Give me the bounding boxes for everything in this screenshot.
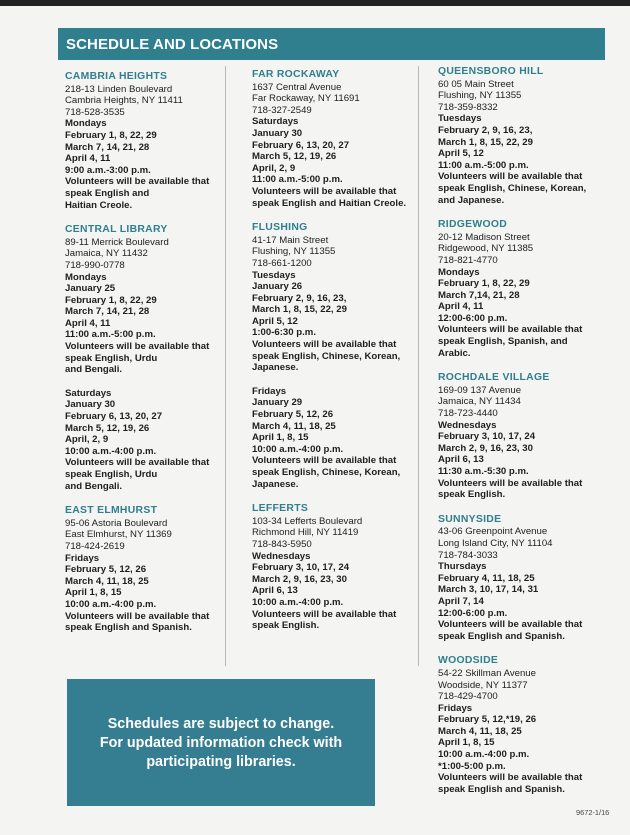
schedule-line: April 6, 13 [438,454,484,466]
schedule-line: and Japanese. [438,194,505,206]
schedule-line: February 6, 13, 20, 27 [65,411,163,423]
schedule-line: Saturdays [252,116,299,128]
schedule-line: March 2, 9, 16, 23, 30 [252,573,347,585]
address-line: 41-17 Main Street [252,234,329,246]
address-line: 718-359-8332 [438,101,498,113]
address-line: 718-821-4770 [438,254,498,266]
schedule-line: Fridays [65,552,100,564]
schedule-line: January 29 [252,397,303,409]
schedule-line: speak English and Spanish. [438,630,565,642]
schedule-line: April 1, 8, 15 [65,587,122,599]
schedule-line: 10:00 a.m.-4:00 p.m. [65,445,157,457]
address-line: Woodside, NY 11377 [438,679,528,691]
location-name: CENTRAL LIBRARY [65,224,168,236]
schedule-line: February 5, 12, 26 [65,564,147,576]
schedule-line: April, 2, 9 [65,434,109,446]
schedule-line: Haitian Creole. [65,199,133,211]
schedule-line: speak English and [65,187,150,199]
schedule-column-3 [438,66,598,808]
section-header [58,28,605,60]
schedule-line: Volunteers will be available that [65,176,210,188]
schedule-line: speak English and Haitian Creole. [252,197,407,209]
schedule-line: 12:00-6:00 p.m. [438,312,508,324]
location-name: QUEENSBORO HILL [438,66,544,77]
schedule-line: Japanese. [252,362,299,374]
schedule-line: April 1, 8, 15 [252,432,309,444]
schedule-line: Wednesdays [438,419,497,431]
schedule-line: March 1, 8, 15, 22, 29 [438,136,533,148]
address-line: Jamaica, NY 11434 [438,396,521,408]
schedule-line: March 1, 8, 15, 22, 29 [252,304,347,316]
schedule-line: Volunteers will be available that [65,341,210,353]
schedule-line: 12:00-6:00 p.m. [438,607,508,619]
address-line: Flushing, NY 11355 [252,246,336,258]
schedule-line: March 7, 14, 21, 28 [65,306,150,318]
schedule-line: April 4, 11 [438,301,484,313]
notice-line: participating libraries. [146,754,296,770]
schedule-line: speak English, Chinese, Korean, [252,467,401,478]
schedule-line: 10:00 a.m.-4:00 p.m. [252,596,344,608]
schedule-line: 9:00 a.m.-3:00 p.m. [65,164,151,176]
schedule-line: Wednesdays [252,550,311,562]
location-name: FAR ROCKAWAY [252,69,340,80]
address-line: Ridgewood, NY 11385 [438,243,534,255]
schedule-line: Volunteers will be available that [252,455,397,467]
schedule-line: speak English, Urdu [65,469,158,480]
location-name: CAMBRIA HEIGHTS [65,71,168,82]
address-line: 103-34 Lefferts Boulevard [252,515,363,527]
schedule-line: *1:00-5:00 p.m. [438,760,506,772]
schedule-line: Saturdays [65,387,112,399]
address-line: 718-528-3535 [65,106,125,118]
location-name: FLUSHING [252,222,308,234]
address-line: 718-661-1200 [252,257,312,269]
schedule-line: February 4, 11, 18, 25 [438,572,535,584]
address-line: 20-12 Madison Street [438,231,530,243]
location-name: EAST ELMHURST [65,505,158,517]
schedule-line: Volunteers will be available that [438,619,583,631]
schedule-line: speak English and Spanish. [438,783,565,795]
schedule-line: January 26 [252,281,303,293]
schedule-line: Fridays [438,702,473,714]
address-line: 43-06 Greenpoint Avenue [438,526,548,538]
schedule-line: January 30 [65,399,116,411]
schedule-line: Volunteers will be available that [438,772,583,784]
location-far-rockaway [252,69,407,209]
schedule-spacer [65,376,215,388]
schedule-line: 10:00 a.m.-4:00 p.m. [252,443,344,455]
schedule-line: February 5, 12, 26 [252,409,334,421]
address-line: 60 05 Main Street [438,78,514,90]
notice-line: For updated information check with [99,735,343,751]
schedule-line: Tuesdays [438,113,482,125]
schedule-line: February 2, 9, 16, 23, [252,292,347,304]
location-cambria-heights [65,71,215,211]
schedule-line: Thursdays [438,561,487,573]
schedule-line: February 3, 10, 17, 24 [438,431,536,443]
column-divider [225,66,226,666]
section-title: SCHEDULE AND LOCATIONS [66,36,279,53]
schedule-notice [67,679,375,806]
address-line: 169-09 137 Avenue [438,384,522,396]
address-line: Far Rockaway, NY 11691 [252,93,360,105]
schedule-line: February 5, 12,*19, 26 [438,714,537,726]
schedule-line: Mondays [65,271,107,283]
address-line: Richmond Hill, NY 11419 [252,527,359,539]
schedule-line: April 6, 13 [252,585,298,597]
schedule-line: April 4, 11 [65,317,111,329]
schedule-line: and Bengali. [65,480,123,492]
schedule-line: speak English, Chinese, Korean, [252,350,401,362]
notice-line: Schedules are subject to change. [107,716,335,732]
schedule-line: Arabic. [438,347,471,359]
schedule-line: speak English. [252,620,320,632]
address-line: 89-11 Merrick Boulevard [65,236,169,248]
address-line: 54-22 Skillman Avenue [438,667,536,679]
schedule-line: February 2, 9, 16, 23, [438,124,533,136]
schedule-line: January 30 [252,127,303,139]
schedule-line: 11:00 a.m.-5:00 p.m. [252,174,343,186]
location-woodside [438,655,598,795]
schedule-line: Volunteers will be available that [438,171,583,183]
location-name: RIDGEWOOD [438,219,508,231]
address-line: 718-327-2549 [252,104,312,116]
address-line: Jamaica, NY 11432 [65,248,148,260]
location-name: LEFFERTS [252,503,309,515]
schedule-line: April 1, 8, 15 [438,737,495,749]
schedule-line: April 7, 14 [438,595,484,607]
schedule-line: speak English, Spanish, and [438,336,568,348]
address-line: 718-429-4700 [438,691,498,703]
schedule-line: and Bengali. [65,364,123,376]
schedule-line: Volunteers will be available that [252,608,397,620]
location-ridgewood [438,219,598,359]
location-flushing [252,222,402,490]
schedule-line: 11:30 a.m.-5:30 p.m. [438,466,529,477]
address-line: 718-723-4440 [438,408,498,420]
location-name: SUNNYSIDE [438,513,502,525]
address-line: 1637 Central Avenue [252,81,342,93]
schedule-line: March 5, 12, 19, 26 [252,151,337,163]
location-sunnyside [438,514,598,643]
address-line: 718-990-0778 [65,259,125,271]
top-rule [0,0,630,6]
address-line: 218-13 Linden Boulevard [65,83,173,95]
schedule-line: Volunteers will be available that [65,610,210,622]
location-name: WOODSIDE [438,655,499,667]
schedule-line: February 1, 8, 22, 29 [438,278,530,290]
location-central-library [65,224,215,492]
location-rochdale-village [438,372,598,501]
schedule-line: March 4, 11, 18, 25 [438,725,522,737]
schedule-line: April 4, 11 [65,153,111,165]
schedule-line: April, 2, 9 [252,162,296,174]
schedule-line: Volunteers will be available that [252,185,397,197]
schedule-line: speak English, Chinese, Korean, [438,182,587,194]
address-line: Flushing, NY 11355 [438,90,522,102]
schedule-line: March 2, 9, 16, 23, 30 [438,442,533,454]
address-line: 718-843-5950 [252,538,312,550]
schedule-line: January 25 [65,283,116,295]
location-east-elmhurst [65,505,215,634]
schedule-line: March 4, 11, 18, 25 [252,420,336,432]
address-line: 95-06 Astoria Boulevard [65,517,168,529]
document-code: 9672-1/16 [576,808,610,817]
schedule-line: March 7, 14, 21, 28 [65,141,150,153]
schedule-line: March 7,14, 21, 28 [438,289,520,301]
schedule-line: Volunteers will be available that [438,324,583,336]
schedule-line: 11:00 a.m.-5:00 p.m. [65,329,156,341]
schedule-line: April 5, 12 [438,148,484,160]
address-line: East Elmhurst, NY 11369 [65,529,172,541]
schedule-line: February 1, 8, 22, 29 [65,294,157,306]
location-name: ROCHDALE VILLAGE [438,372,550,384]
schedule-line: March 5, 12, 19, 26 [65,422,150,434]
schedule-line: March 4, 11, 18, 25 [65,575,149,587]
schedule-line: Tuesdays [252,269,296,281]
schedule-line: 10:00 a.m.-4:00 p.m. [65,598,157,610]
schedule-line: February 3, 10, 17, 24 [252,562,350,574]
schedule-column-1 [65,71,215,647]
schedule-line: March 3, 10, 17, 14, 31 [438,584,539,596]
schedule-line: Volunteers will be available that [252,339,397,351]
address-line: Long Island City, NY 11104 [438,537,553,549]
column-divider [418,66,419,666]
schedule-line: Fridays [252,385,287,397]
schedule-line: April 5, 12 [252,315,298,327]
schedule-spacer [252,374,402,386]
schedule-line: speak English, Urdu [65,352,158,364]
schedule-line: Volunteers will be available that [438,477,583,489]
schedule-line: Mondays [438,266,480,278]
schedule-line: Mondays [65,118,107,130]
address-line: 718-784-3033 [438,549,498,561]
schedule-line: 1:00-6:30 p.m. [252,327,316,339]
schedule-line: Japanese. [252,478,299,490]
schedule-line: Volunteers will be available that [65,457,210,469]
schedule-line: February 6, 13, 20, 27 [252,139,350,151]
schedule-line: 11:00 a.m.-5:00 p.m. [438,159,529,171]
schedule-column-2 [252,69,407,645]
schedule-line: speak English and Spanish. [65,622,192,634]
location-lefferts [252,503,402,632]
schedule-line: speak English. [438,489,506,501]
address-line: 718-424-2619 [65,540,125,552]
address-line: Cambria Heights, NY 11411 [65,95,183,107]
schedule-line: February 1, 8, 22, 29 [65,129,157,141]
location-queensboro-hill [438,66,598,206]
schedule-line: 10:00 a.m.-4:00 p.m. [438,749,530,761]
